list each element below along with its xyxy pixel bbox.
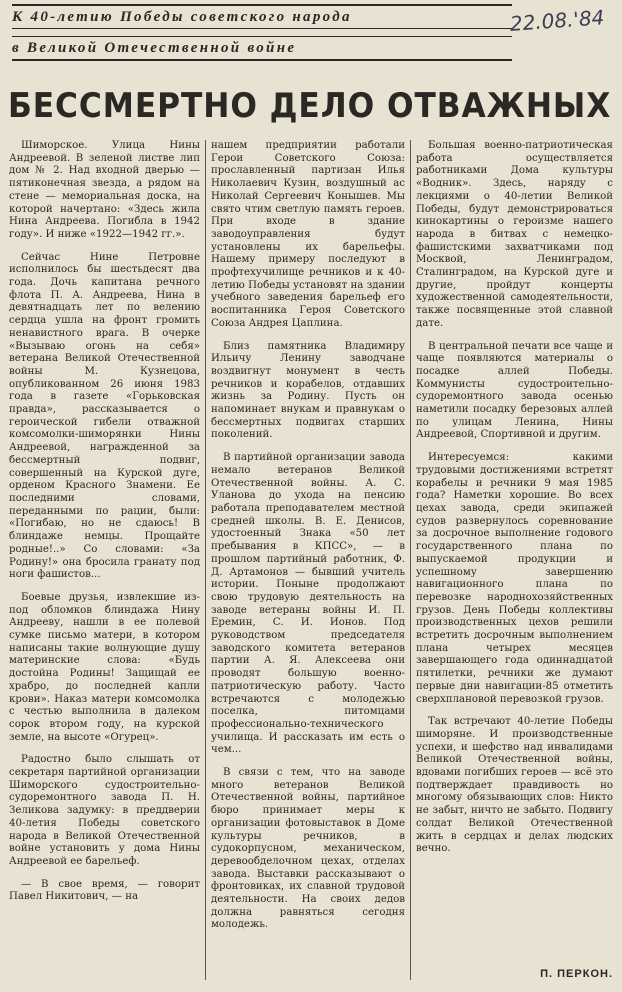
article-column-1 <box>9 140 200 990</box>
column-divider <box>205 140 206 980</box>
rubric-line-1: К 40-летию Победы советского народа <box>12 4 512 29</box>
paragraph: В центральной печати все чаще и чаще появляются материалы о посадке аллей Победы. Коммунисты судостроительно-судоремонтного завода осенью наметили посадку березовых аллей по улицам Ленина, Нины Андреевой, Спортивной и другим. <box>416 340 613 441</box>
paragraph: нашем предприятии работали Герои Советского Союза: прославленный партизан Илья Николаевич Кузин, воздушный ас Николай Сергеевич Конышев. Мы свято чтим светлую память героев. При входе в здание заводоуправления будут установлены их барельефы. Нашему примеру последуют в профтехучилище речников и к 40-летию Победы установят на здании учебного заведения барельеф его воспитанника Героя Советского Союза Андрея Цаплина. <box>211 140 405 329</box>
paragraph: Радостно было слышать от секретаря партийной организации Шиморского судостроительно-судоремонтного завода П. Н. Зеликова задумку: в преддверии 40-летия Победы советского народа в Великой Отечественной войне установить у дома Нины Андреевой ее барельеф. <box>9 754 200 867</box>
article-column-2 <box>211 140 405 990</box>
paragraph: В связи с тем, что на заводе много ветеранов Великой Отечественной войны, партийное бюро принимает меры к организации фотовыставок в Доме культуры речников, в судокорпусном, механическом, деревообделочном цехах, отделах завода. Выставки рассказывают о фронтовиках, их славной трудовой деятельности. На своих дедов должна равняться сегодня молодежь. <box>211 767 405 931</box>
article-column-3 <box>416 140 613 978</box>
rubric-line-2: в Великой Отечественной войне <box>12 36 512 61</box>
author-signature: П. ПЕРКОН. <box>540 968 613 980</box>
paragraph: Сейчас Нине Петровне исполнилось бы шестьдесят два года. Дочь капитана речного флота П. А. Андреева, Нина в девятнадцать лет по велению сердца ушла на фронт громить ненавистного врага. В очерке «Вызываю огонь на себя» ветерана Великой Отечественной войны М. Кузнецова, опубликованном 26 июня 1983 года в газете «Горьковская правда», рассказывается о героической гибели отважной комсомолки-шиморянки Нины Андреевой, награжденной за бессмертный подвиг, совершенный на Курской дуге, орденом Красного Знамени. Ее последними словами, переданными по рации, были: «Погибаю, но не сдаюсь! В блиндаже немцы. Прощайте родные!..» Со словами: «За Родину!» она бросила гранату под ноги фашистов... <box>9 251 200 581</box>
paragraph: Боевые друзья, извлекшие из-под обломков блиндажа Нину Андрееву, нашли в ее полевой сумке письмо матери, в котором написаны такие волнующие душу материнские слова: «Будь достойна Родины! Защищай ее храбро, до последней капли крови». Наказ матери комсомолка с честью выполнила в далеком сорок втором году, на курской земле, на высоте «Огурец». <box>9 591 200 743</box>
paragraph: В партийной организации завода немало ветеранов Великой Отечественной войны. А. С. Уланова до ухода на пенсию работала преподавателем местной средней школы. В. Е. Денисов, удостоенный Знака «50 лет пребывания в КПСС», — в прошлом партийный работник, Ф. Д. Артамонов — бывший учитель истории. Поныне продолжают свою трудовую деятельность на заводе ветераны войны И. П. Еремин, С. И. Ионов. Под руководством председателя заводского комитета ветеранов партии А. Я. Алексеева они проводят большую военно-патриотическую работу. Часто встречаются с молодежью поселка, питомцами профессионально-технического училища. И рассказать им есть о чем... <box>211 452 405 756</box>
paragraph: — В свое время, — говорит Павел Никитович, — на <box>9 878 200 903</box>
paragraph: Так встречают 40-летие Победы шиморяне. И производственные успехи, и шефство над инвалидами Великой Отечественной войны, вдовами погибших героев — всё это подтверждает правдивость но многому обязывающих слов: Никто не забыт, ничто не забыто. Подвигу солдат Великой Отечественной жить в сердцах и делах людских вечно. <box>416 716 613 855</box>
paragraph: Большая военно-патриотическая работа осуществляется работниками Дома культуры «Водник». Здесь, наряду с лекциями о 40-летии Великой Победы, будут демонстрироваться кинокартины о героизме нашего народа в битвах с немецко-фашистскими захватчиками под Москвой, Ленинградом, Сталинградом, на Курской дуге и другие, пройдут концерты художественной самодеятельности, также посвященные этой славной дате. <box>416 140 613 329</box>
paragraph: Шиморское. Улица Нины Андреевой. В зеленой листве лип дом № 2. Над входной дверью — пятиконечная звезда, а рядом на стене — мемориальная доска, на которой начертано: «Здесь жила Нина Андреева. Погибла в 1942 году». И ниже «1922—1942 гг.». <box>9 140 200 240</box>
column-divider <box>410 140 411 980</box>
handwritten-date: 22.08.'84 <box>509 5 606 36</box>
paragraph: Интересуемся: какими трудовыми достижениями встретят корабелы и речники 9 мая 1985 года? Наметки хорошие. Во всех цехах завода, среди экипажей судов развернулось соревнование за досрочное выполнение годового государственного плана по выпускаемой продукции и успешному завершению навигационного плана по перевозке народнохозяйственных грузов. День Победы коллективы производственных цехов решили встретить досрочным выполнением плана четырех месяцев завершающего года одиннадцатой пятилетки, речники же думают первые дни навигации-85 отметить сверхплановой перевозкой грузов. <box>416 452 613 705</box>
article-headline: БЕССМЕРТНО ДЕЛО ОТВАЖНЫХ <box>8 86 612 126</box>
paragraph: Близ памятника Владимиру Ильичу Ленину заводчане воздвигнут монумент в честь речников и корабелов, отдавших жизнь за Родину. Пусть он напоминает внукам и правнукам о бессмертных подвигах старших поколений. <box>211 340 405 441</box>
